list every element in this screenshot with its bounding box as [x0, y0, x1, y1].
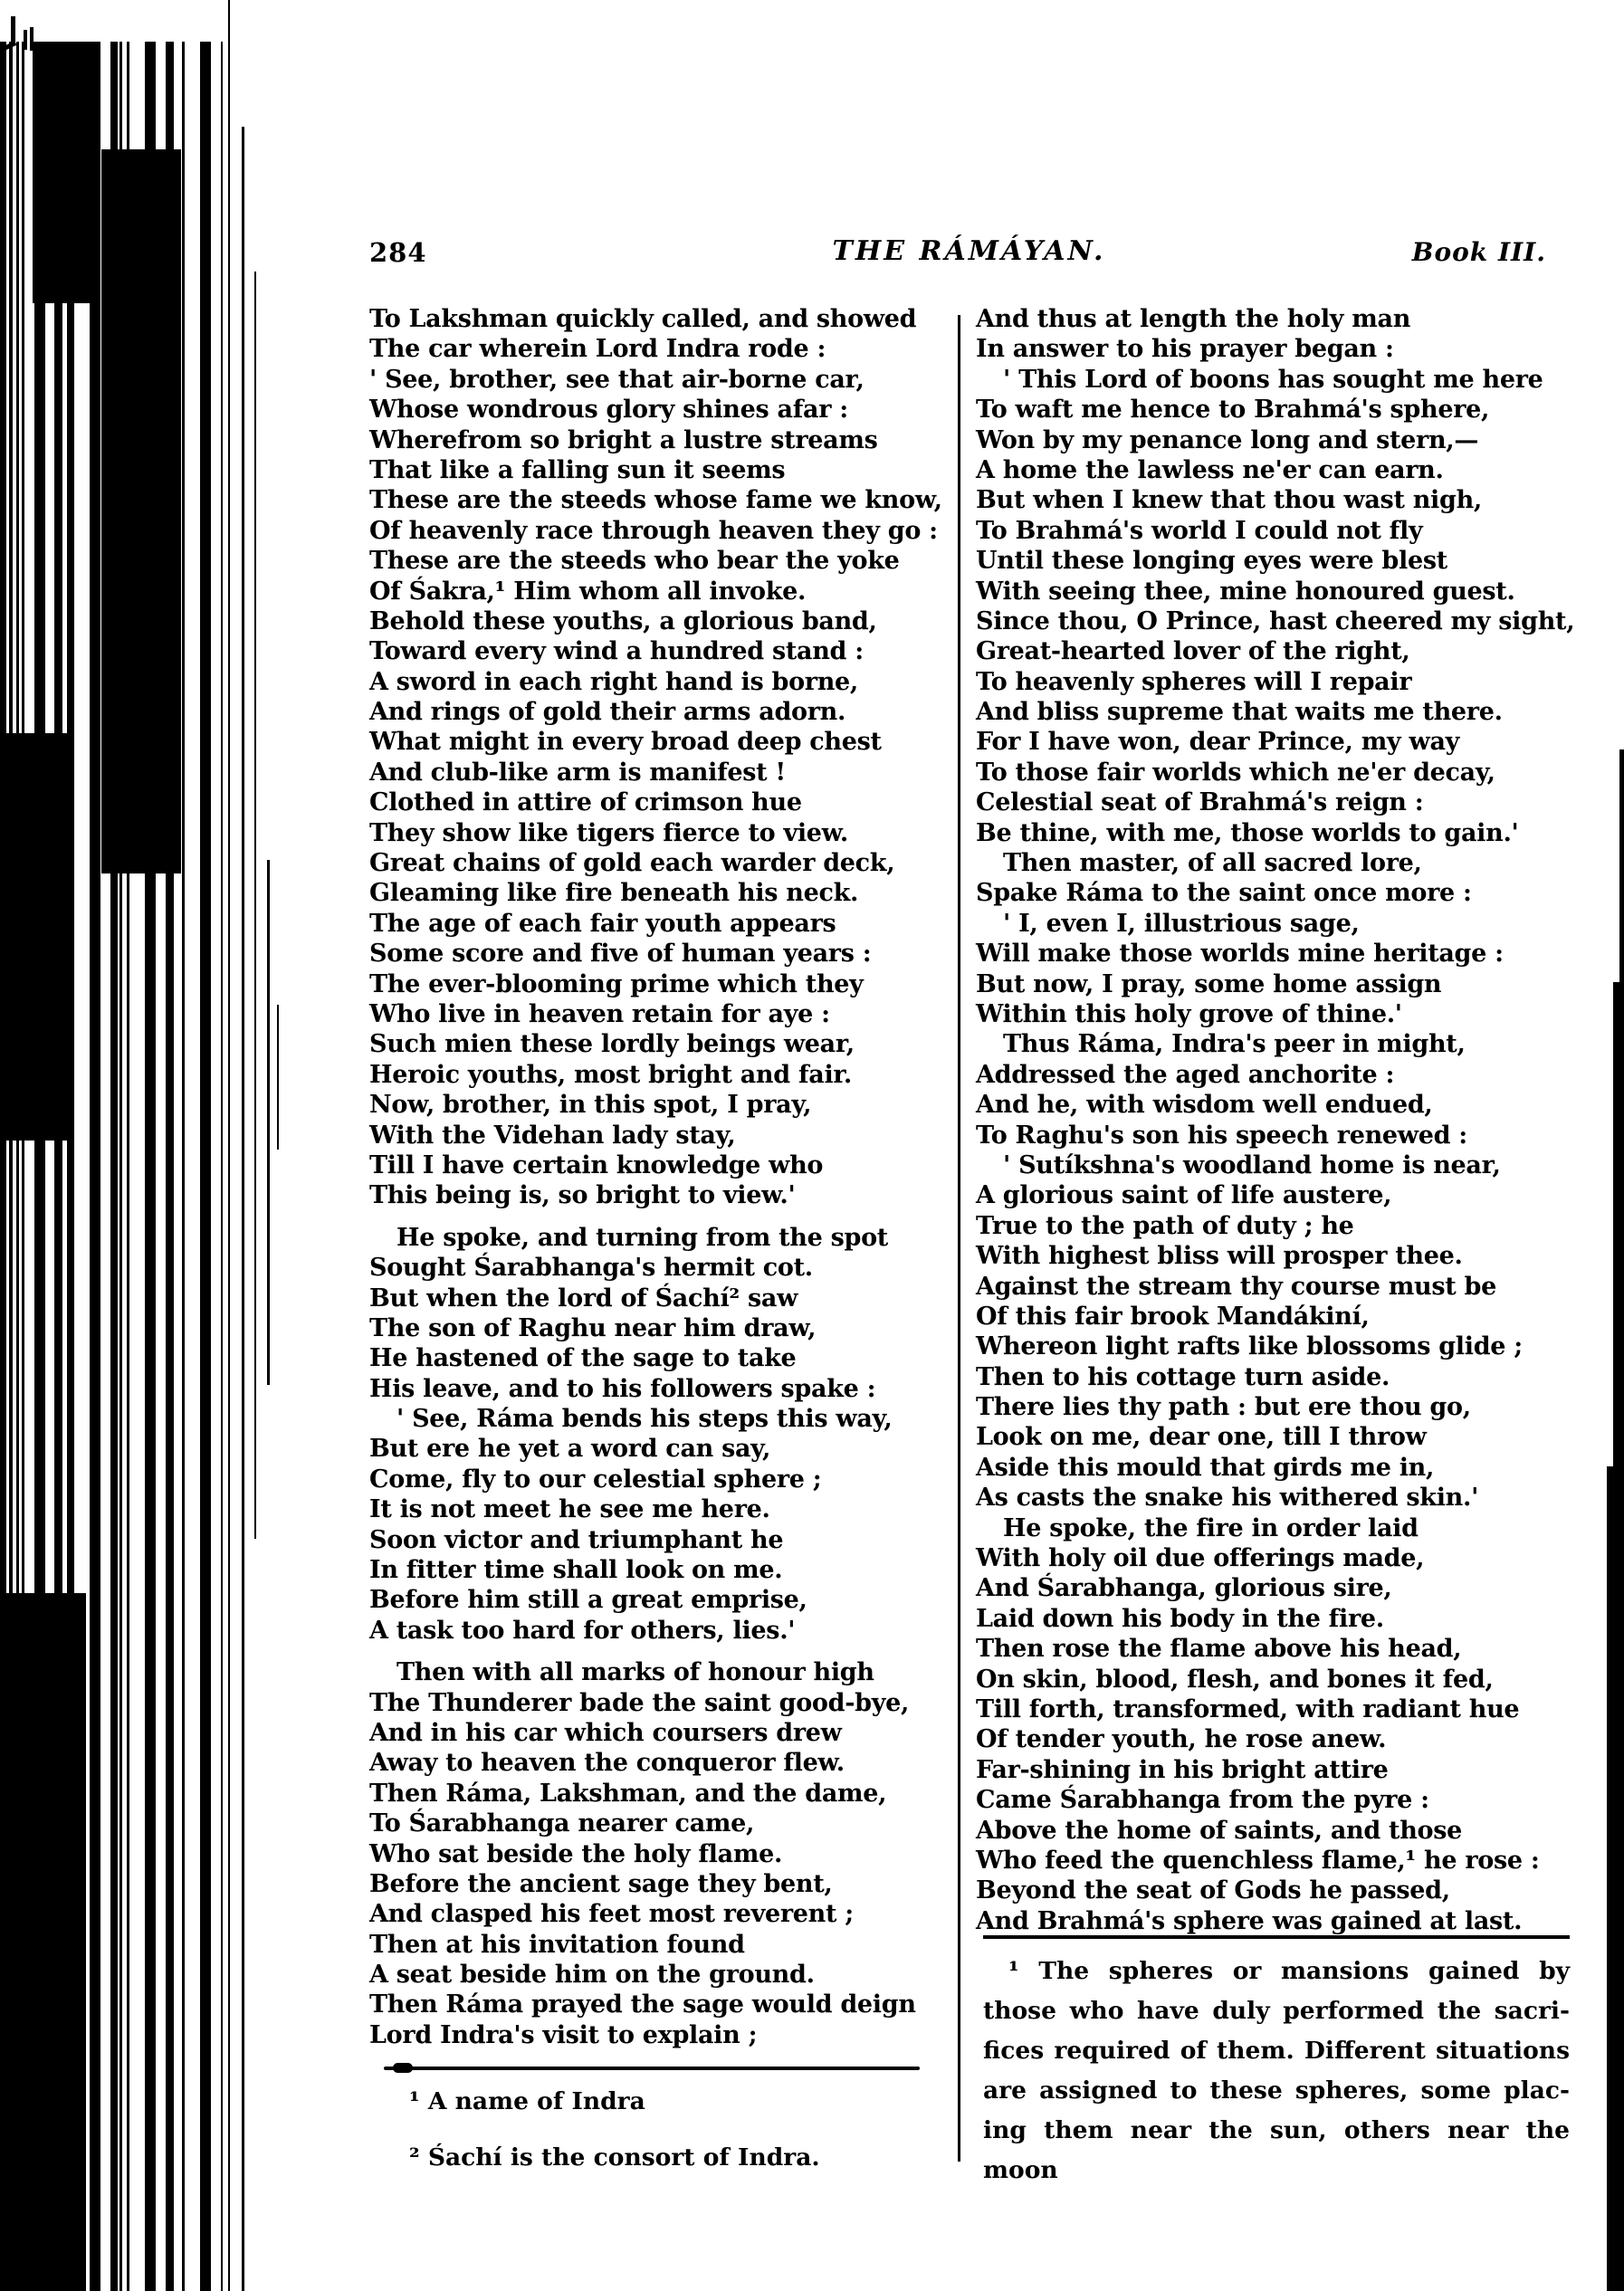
verse-line: Till I have certain knowledge who: [369, 1150, 824, 1179]
verse-line: And thus at length the holy man: [976, 305, 1411, 333]
verse-line: ' I, even I, illustrious sage,: [1003, 909, 1360, 938]
footnote-line: ¹ The spheres or mansions gained by: [1008, 1957, 1570, 1985]
footnote-line: ² Śachí is the consort of Indra.: [409, 2143, 820, 2172]
verse-line: In answer to his prayer began :: [976, 335, 1394, 364]
verse-line: The ever-blooming prime which they: [369, 969, 864, 998]
verse-line: Will make those worlds mine heritage :: [976, 940, 1504, 969]
verse-line: His leave, and to his followers spake :: [369, 1374, 876, 1403]
verse-line: ' See, Ráma bends his steps this way,: [396, 1405, 893, 1434]
verse-line: With holy oil due offerings made,: [976, 1544, 1425, 1573]
footnote-line: moon: [983, 2156, 1058, 2184]
verse-line: And Śarabhanga, glorious sire,: [976, 1574, 1392, 1603]
verse-line: Aside this mould that girds me in,: [976, 1453, 1435, 1482]
verse-line: Laid down his body in the fire.: [976, 1604, 1384, 1633]
verse-line: He spoke, the fire in order laid: [1003, 1513, 1419, 1542]
verse-line: Then Ráma prayed the sage would deign: [369, 1990, 916, 2019]
verse-line: Came Śarabhanga from the pyre :: [976, 1786, 1429, 1815]
verse-line: A home the lawless ne'er can earn.: [976, 455, 1444, 484]
right-verse-column: [976, 304, 1575, 1936]
verse-line: But ere he yet a word can say,: [369, 1435, 771, 1464]
verse-line: Far-shining in his bright attire: [976, 1755, 1389, 1784]
verse-line: Wherefrom so bright a lustre streams: [369, 425, 878, 454]
scan-stray-line: [267, 860, 270, 1385]
verse-line: To Brahmá's world I could not fly: [976, 516, 1423, 545]
verse-line: Addressed the aged anchorite :: [976, 1060, 1395, 1089]
verse-line: Then master, of all sacred lore,: [1003, 849, 1422, 878]
verse-line: Beyond the seat of Gods he passed,: [976, 1876, 1450, 1905]
verse-line: Behold these youths, a glorious band,: [369, 606, 877, 635]
verse-line: But now, I pray, some home assign: [976, 969, 1442, 998]
footnote-right: [983, 1952, 1570, 2191]
verse-line: The son of Raghu near him draw,: [369, 1313, 817, 1342]
verse-line: Then at his invitation found: [369, 1930, 745, 1959]
page-title: THE RÁMÁYAN.: [832, 235, 1106, 267]
verse-line: A task too hard for others, lies.': [369, 1616, 796, 1645]
verse-line: And Brahmá's sphere was gained at last.: [976, 1906, 1523, 1935]
verse-line: And club-like arm is manifest !: [369, 758, 786, 787]
scan-ink-block: [101, 149, 181, 873]
verse-line: Who sat beside the holy flame.: [369, 1839, 783, 1868]
verse-line: Come, fly to our celestial sphere ;: [369, 1465, 822, 1494]
verse-line: Thus Ráma, Indra's peer in might,: [1003, 1030, 1466, 1059]
verse-line: To waft me hence to Brahmá's sphere,: [976, 396, 1490, 425]
verse-line: Till forth, transformed, with radiant hue: [976, 1694, 1520, 1723]
verse-line: And clasped his feet most reverent ;: [369, 1900, 854, 1929]
verse-line: Look on me, dear one, till I throw: [976, 1423, 1427, 1452]
verse-line: And in his car which coursers drew: [369, 1718, 842, 1747]
footnote-rule-left: [384, 2067, 920, 2070]
footnote-line: those who have duly performed the sacri-: [983, 1997, 1570, 2025]
verse-line: Some score and five of human years :: [369, 940, 872, 969]
verse-line: Who feed the quenchless flame,¹ he rose :: [976, 1846, 1540, 1875]
verse-line: Clothed in attire of crimson hue: [369, 788, 802, 817]
verse-line: ' See, brother, see that air-borne car,: [369, 365, 865, 394]
verse-line: He hastened of the sage to take: [369, 1344, 797, 1373]
verse-line: Of tender youth, he rose anew.: [976, 1725, 1387, 1754]
verse-line: A glorious saint of life austere,: [976, 1181, 1392, 1210]
footnote-rule-blob: [393, 2063, 413, 2073]
verse-line: They show like tigers fierce to view.: [369, 818, 849, 847]
verse-line: Gleaming like fire beneath his neck.: [369, 879, 859, 908]
verse-line: Who live in heaven retain for aye :: [369, 999, 830, 1028]
verse-line: And bliss supreme that waits me there.: [976, 698, 1503, 727]
verse-line: A sword in each right hand is borne,: [369, 667, 859, 696]
verse-line: Away to heaven the conqueror flew.: [369, 1749, 845, 1778]
verse-line: Then to his cottage turn aside.: [976, 1362, 1390, 1391]
verse-line: Since thou, O Prince, hast cheered my sight,: [976, 606, 1575, 635]
verse-line: To Lakshman quickly called, and showed: [369, 305, 917, 333]
verse-line: A seat beside him on the ground.: [369, 1961, 815, 1990]
verse-line: What might in every broad deep chest: [369, 728, 882, 757]
verse-line: The age of each fair youth appears: [369, 909, 836, 938]
verse-line: That like a falling sun it seems: [369, 455, 786, 484]
verse-line: But when the lord of Śachí² saw: [369, 1284, 798, 1313]
verse-line: Great chains of gold each warder deck,: [369, 849, 895, 878]
verse-line: Spake Ráma to the saint once more :: [976, 879, 1472, 908]
scan-stray-line: [277, 1005, 279, 1150]
verse-line: These are the steeds whose fame we know,: [369, 486, 942, 515]
footnote-line: are assigned to these spheres, some plac-: [983, 2076, 1570, 2105]
verse-line: Won by my penance long and stern,—: [976, 425, 1479, 454]
scan-stray-line: [228, 0, 230, 2291]
verse-line: For I have won, dear Prince, my way: [976, 728, 1460, 757]
footnote-line: ¹ A name of Indra: [409, 2087, 645, 2115]
verse-line: Celestial seat of Brahmá's reign :: [976, 788, 1424, 817]
verse-line: With highest bliss will prosper thee.: [976, 1242, 1463, 1271]
verse-line: And he, with wisdom well endued,: [976, 1091, 1433, 1120]
verse-line: Of Śakra,¹ Him whom all invoke.: [369, 577, 807, 606]
scan-white-margin: [0, 0, 290, 42]
verse-line: To Śarabhanga nearer came,: [369, 1809, 755, 1838]
scan-page-edge-shadow: [1619, 749, 1624, 982]
verse-line: He spoke, and turning from the spot: [396, 1223, 888, 1252]
verse-line: Heroic youths, most bright and fair.: [369, 1060, 852, 1089]
verse-line: Soon victor and triumphant he: [369, 1525, 784, 1554]
verse-line: Within this holy grove of thine.': [976, 999, 1402, 1028]
scan-binding-artifact: [0, 0, 290, 2291]
verse-line: Then rose the flame above his head,: [976, 1635, 1462, 1664]
verse-line: Above the home of saints, and those: [976, 1816, 1463, 1845]
scan-ink-block: [0, 1593, 86, 2291]
verse-line: To Raghu's son his speech renewed :: [976, 1121, 1467, 1150]
scan-corner-mark: [11, 16, 15, 43]
footnotes-left: [409, 2085, 820, 2175]
verse-line: The Thunderer bade the saint good-bye,: [369, 1688, 910, 1717]
left-verse-column: [369, 304, 942, 2050]
verse-line: Sought Śarabhanga's hermit cot.: [369, 1254, 813, 1283]
verse-line: With the Videhan lady stay,: [369, 1121, 736, 1150]
verse-line: Then Ráma, Lakshman, and the dame,: [369, 1779, 887, 1808]
verse-line: To those fair worlds which ne'er decay,: [976, 758, 1495, 787]
verse-line: ' This Lord of boons has sought me here: [1003, 365, 1543, 394]
verse-line: On skin, blood, flesh, and bones it fed,: [976, 1665, 1494, 1694]
verse-line: ' Sutíkshna's woodland home is near,: [1003, 1150, 1501, 1179]
verse-line: Be thine, with me, those worlds to gain.': [976, 818, 1519, 847]
verse-line: Lord Indra's visit to explain ;: [369, 2020, 758, 2049]
verse-line: Now, brother, in this spot, I pray,: [369, 1091, 812, 1120]
verse-line: Whereon light rafts like blossoms glide ;: [976, 1332, 1523, 1361]
footnote-line: fices required of them. Different situations: [983, 2037, 1570, 2065]
column-divider-rule: [958, 315, 960, 2162]
footnote-rule-right: [983, 1935, 1570, 1939]
scan-corner-mark: [24, 30, 27, 50]
page-number: 284: [369, 237, 427, 268]
scan-ink-block: [33, 41, 92, 303]
scan-page-edge-shadow: [1607, 1466, 1624, 2291]
book-label: Book III.: [1411, 237, 1546, 267]
verse-line: Before him still a great emprise,: [369, 1586, 807, 1615]
verse-line: To heavenly spheres will I repair: [976, 667, 1412, 696]
verse-line: It is not meet he see me here.: [369, 1495, 770, 1524]
verse-line: These are the steeds who bear the yoke: [369, 547, 900, 576]
verse-line: Whose wondrous glory shines afar :: [369, 396, 848, 425]
verse-line: With seeing thee, mine honoured guest.: [976, 577, 1515, 606]
verse-line: There lies thy path : but ere thou go,: [976, 1393, 1471, 1422]
verse-line: As casts the snake his withered skin.': [976, 1484, 1479, 1513]
scan-stray-line: [242, 127, 244, 2291]
verse-line: Then with all marks of honour high: [396, 1658, 874, 1687]
scan-stray-line: [254, 272, 256, 1539]
verse-line: Of this fair brook Mandákiní,: [976, 1302, 1370, 1331]
verse-line: And rings of gold their arms adorn.: [369, 698, 846, 727]
verse-line: Before the ancient sage they bent,: [369, 1869, 833, 1898]
scan-page-edge-shadow: [1613, 982, 1624, 1466]
verse-line: Such mien these lordly beings wear,: [369, 1030, 855, 1059]
verse-line: Until these longing eyes were blest: [976, 547, 1447, 576]
verse-line: Toward every wind a hundred stand :: [369, 637, 864, 666]
verse-line: This being is, so bright to view.': [369, 1181, 796, 1210]
verse-line: In fitter time shall look on me.: [369, 1556, 783, 1585]
verse-line: The car wherein Lord Indra rode :: [369, 335, 826, 364]
footnote-line: ing them near the sun, others near the: [983, 2116, 1570, 2144]
verse-line: Great-hearted lover of the right,: [976, 637, 1410, 666]
scan-corner-mark: [30, 27, 33, 51]
verse-line: Against the stream thy course must be: [976, 1272, 1497, 1301]
verse-line: But when I knew that thou wast nigh,: [976, 486, 1483, 515]
verse-line: True to the path of duty ; he: [976, 1211, 1354, 1240]
verse-line: Of heavenly race through heaven they go :: [369, 516, 938, 545]
scan-ink-block: [0, 733, 72, 1141]
